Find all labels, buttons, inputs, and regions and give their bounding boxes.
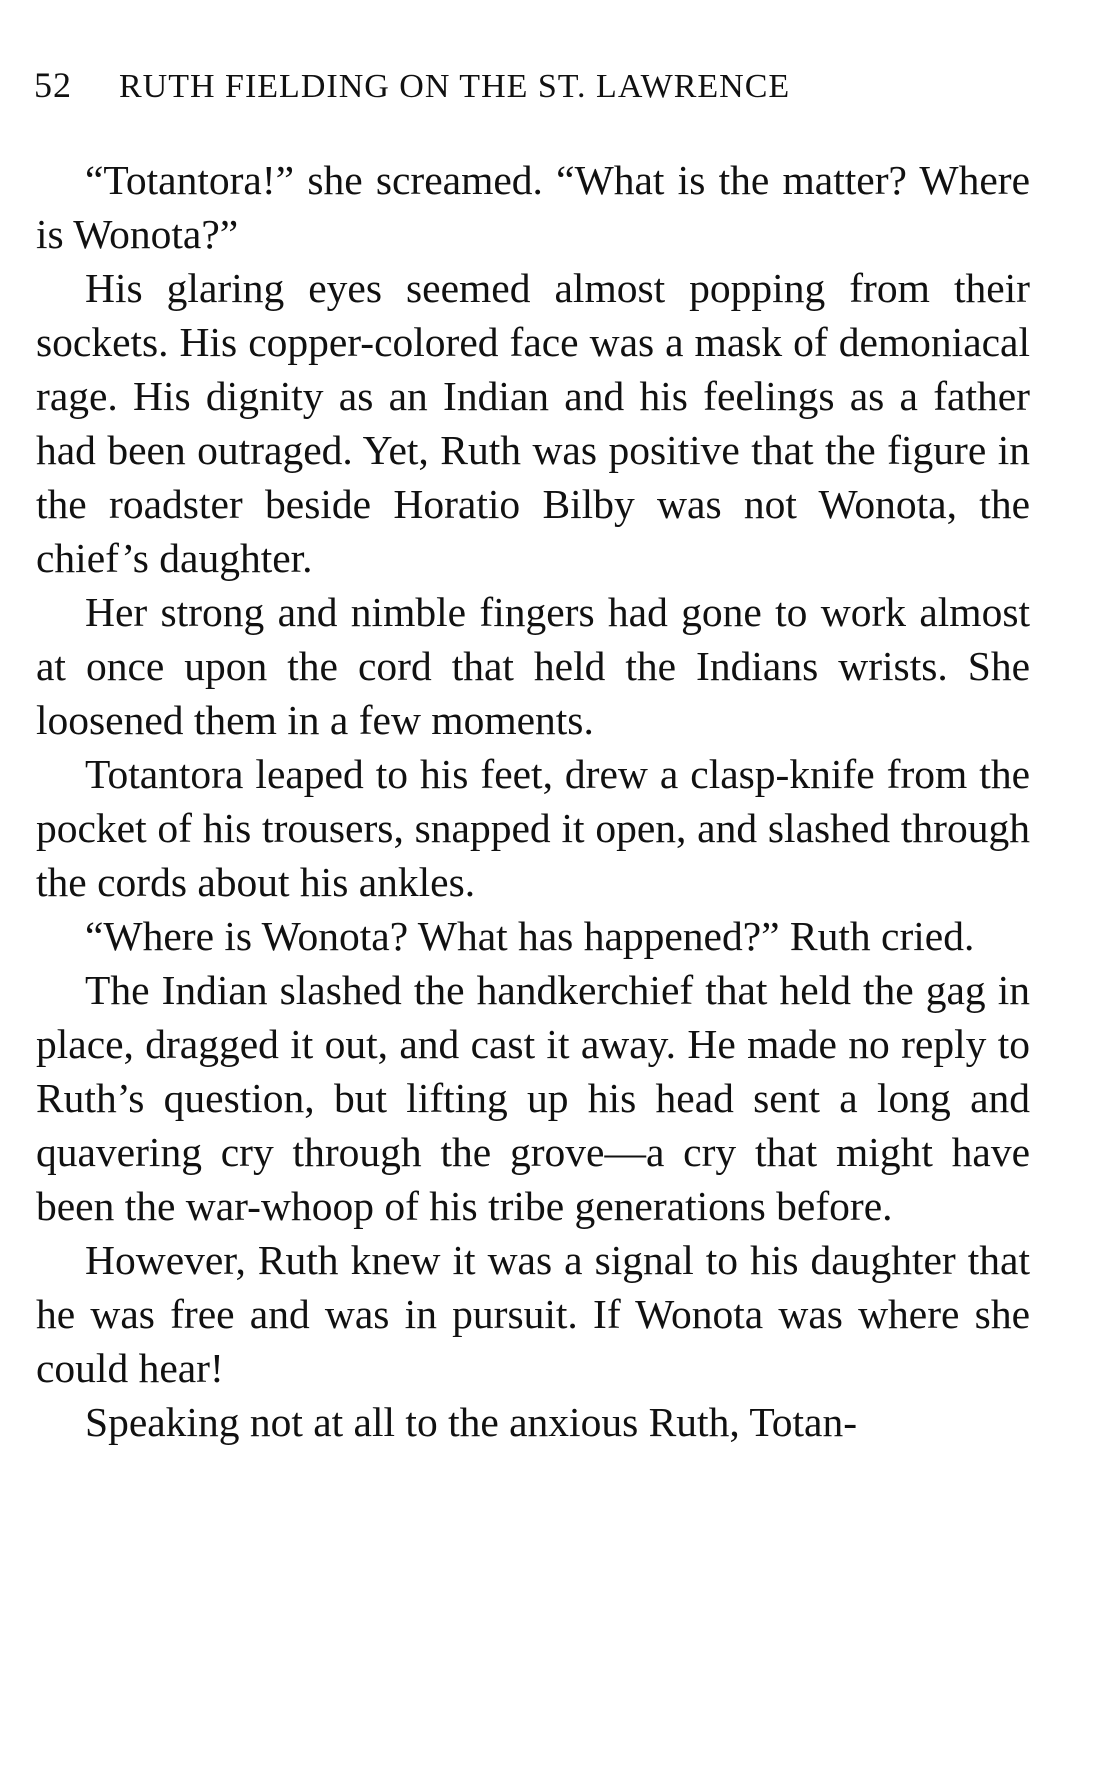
paragraph: His glaring eyes seemed almost popping from their sockets. His copper-colored face was a mask of demoniacal rage. His dignity as an Indian and his feelings as a father had been outraged. Yet, Ruth was positive that the figure in the roadster beside Horatio Bilby was not Wonota, the chief’s daughter. <box>36 265 1030 581</box>
paragraph: Totantora leaped to his feet, drew a clasp-knife from the pocket of his trousers, snapped it open, and slashed through the cords about his ankles. <box>36 751 1030 905</box>
running-head <box>34 64 1034 114</box>
body-text <box>36 153 1030 1449</box>
paragraph: “Totantora!” she screamed. “What is the matter? Where is Wonota?” <box>36 157 1030 257</box>
paragraph: However, Ruth knew it was a signal to his daughter that he was free and was in pursuit. If Wonota was where she could hear! <box>36 1237 1030 1391</box>
page-number: 52 <box>34 65 72 105</box>
running-title: RUTH FIELDING ON THE ST. LAWRENCE <box>119 68 791 105</box>
paragraph: “Where is Wonota? What has happened?” Ruth cried. <box>85 913 975 959</box>
paragraph: Speaking not at all to the anxious Ruth, Totan- <box>85 1399 858 1445</box>
paragraph: Her strong and nimble fingers had gone to work almost at once upon the cord that held the Indians wrists. She loosened them in a few moments. <box>36 589 1030 743</box>
paragraph: The Indian slashed the handkerchief that held the gag in place, dragged it out, and cast it away. He made no reply to Ruth’s question, but lifting up his head sent a long and quavering cry through the grove—a cry that might have been the war-whoop of his tribe generations before. <box>36 967 1030 1229</box>
